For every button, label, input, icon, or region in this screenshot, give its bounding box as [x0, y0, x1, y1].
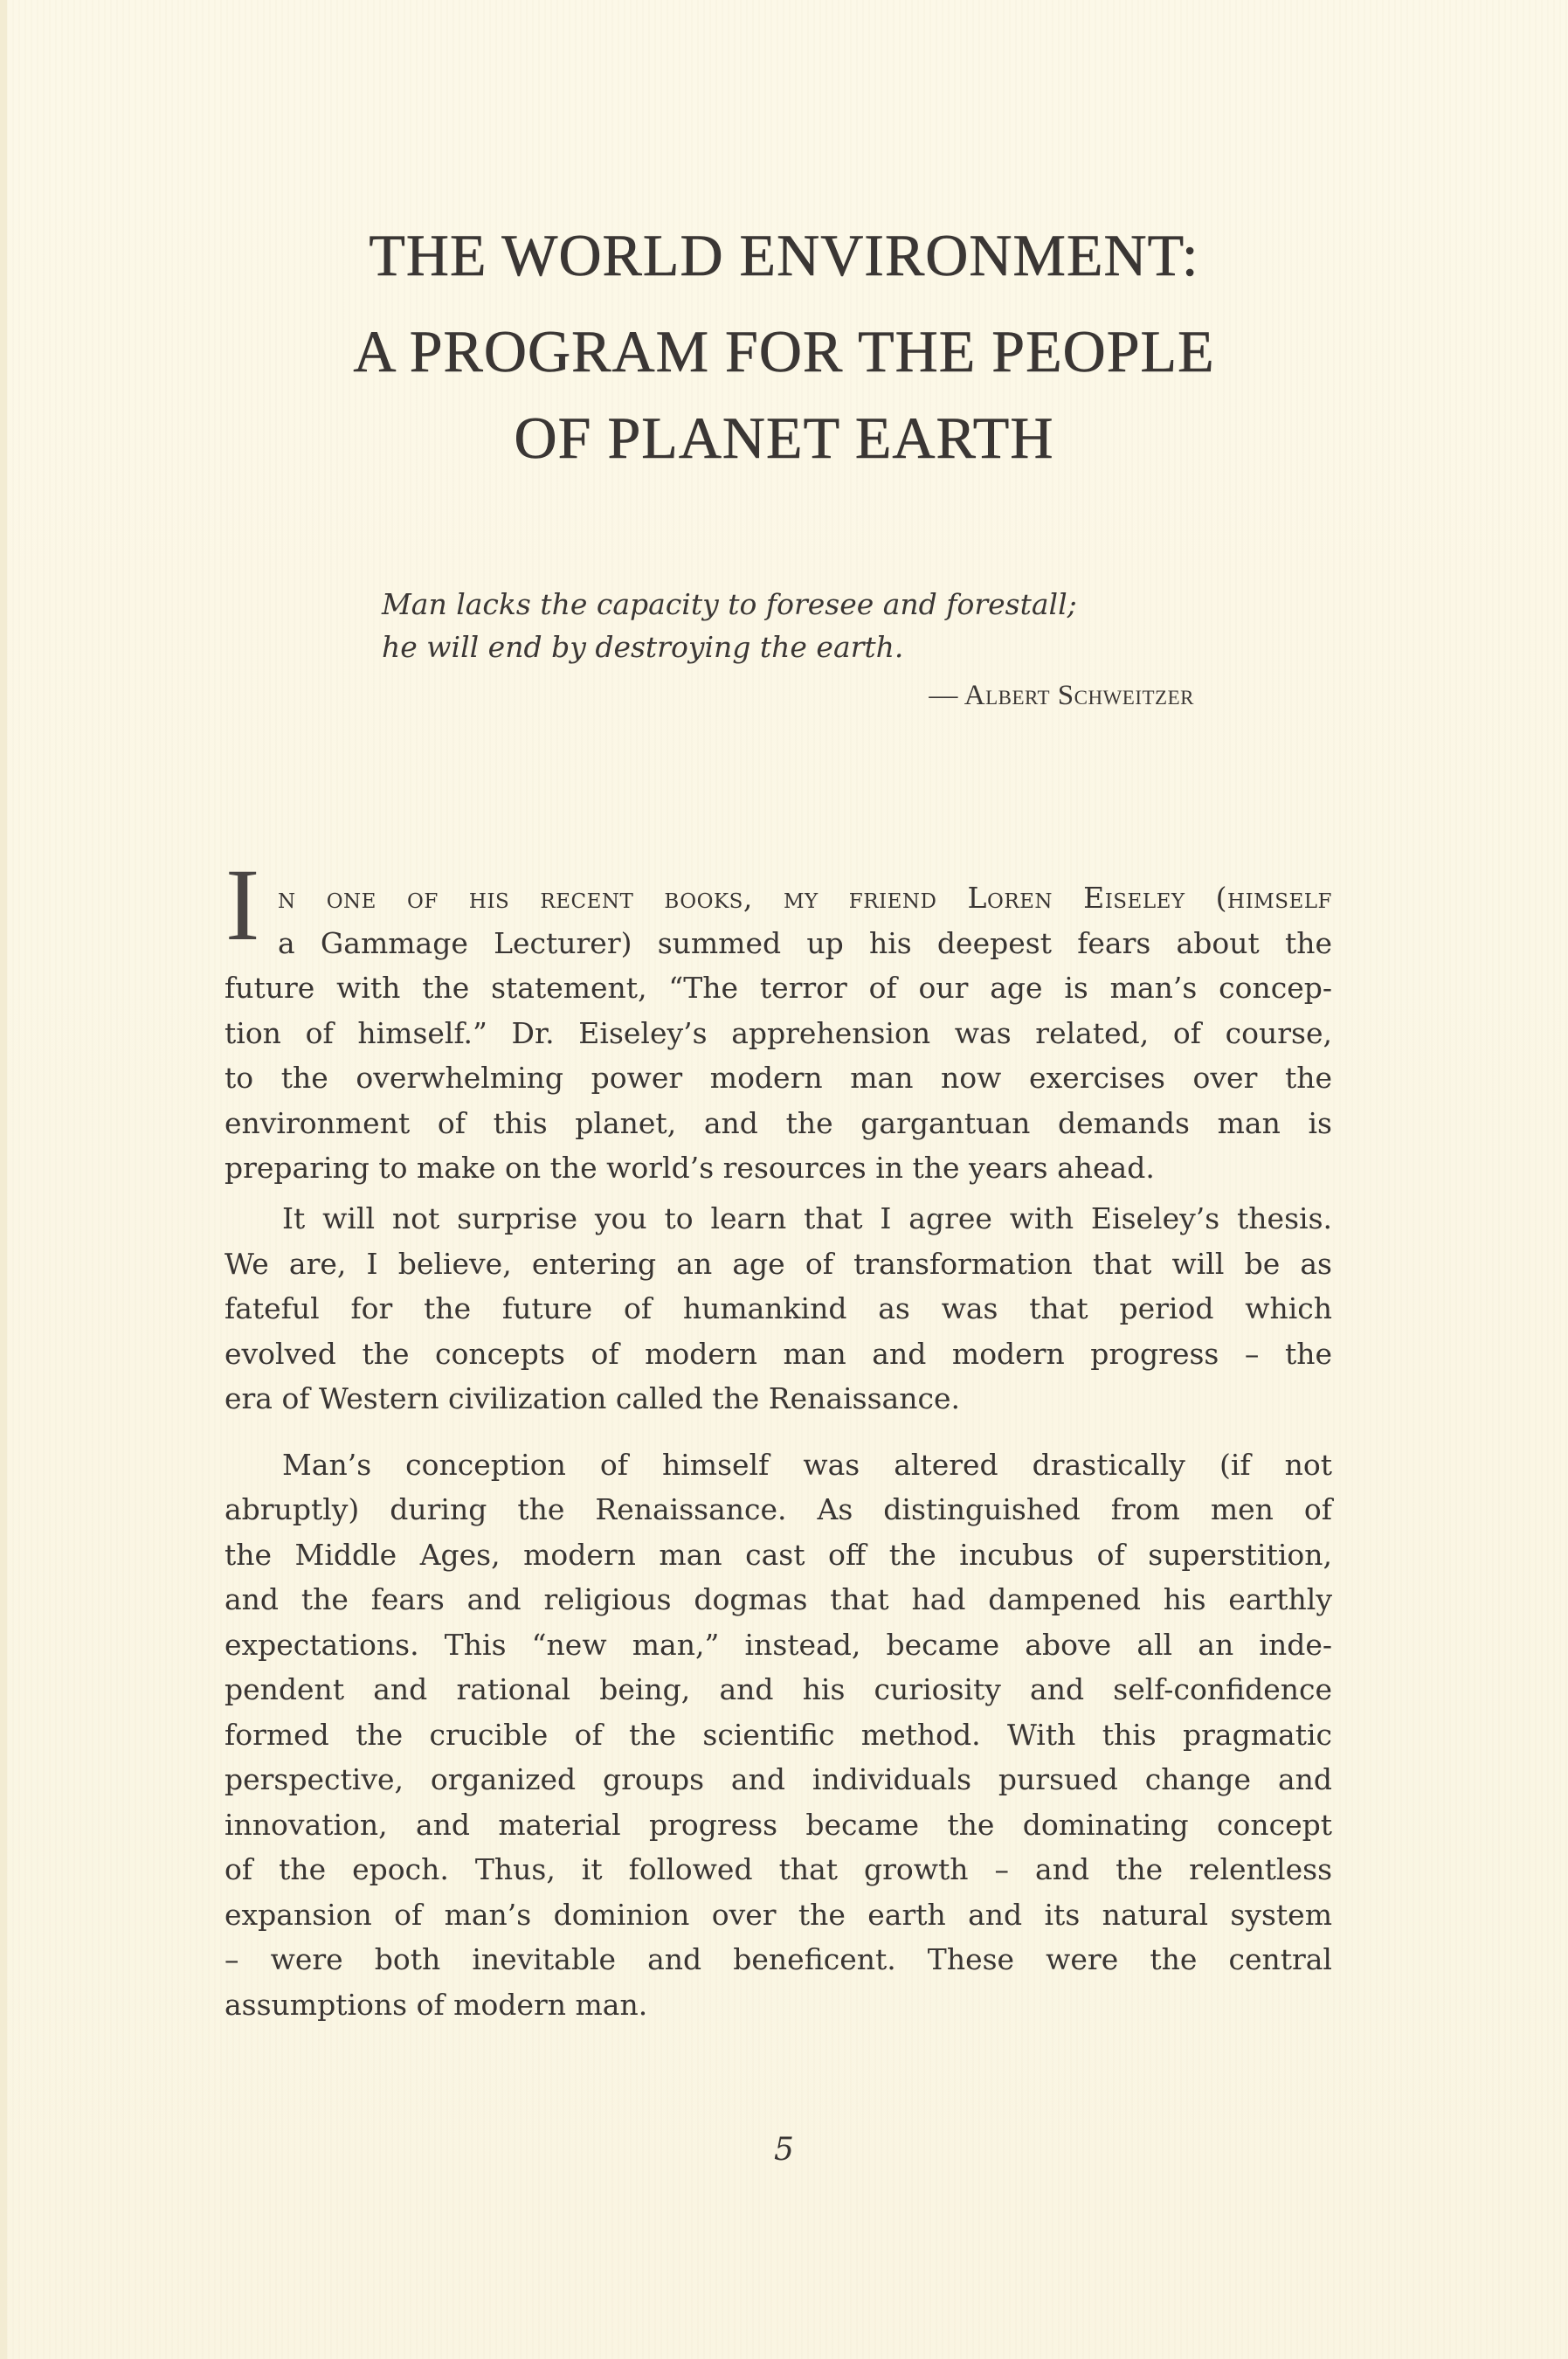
- body-line: abruptly) during the Renaissance. As distinguished from men of: [224, 1492, 1332, 1526]
- body-line: preparing to make on the world’s resources in the years ahead.: [224, 1151, 1155, 1185]
- body-line: n one of his recent books, my friend Loren Eiseley (himself: [278, 881, 1332, 915]
- body-line: Man’s conception of himself was altered drastically (if not: [282, 1448, 1332, 1482]
- body-line: perspective, organized groups and individuals pursued change and: [224, 1762, 1332, 1796]
- body-line: assumptions of modern man.: [224, 1988, 648, 2022]
- body-line: innovation, and material progress became the dominating concept: [224, 1808, 1332, 1842]
- body-line: a Gammage Lecturer) summed up his deepest fears about the: [278, 926, 1332, 960]
- body-line: environment of this planet, and the gargantuan demands man is: [224, 1106, 1332, 1140]
- body-line: evolved the concepts of modern man and modern progress – the: [224, 1337, 1332, 1371]
- body-line: We are, I believe, entering an age of transformation that will be as: [224, 1247, 1332, 1281]
- body-line: formed the crucible of the scientific method. With this pragmatic: [224, 1718, 1332, 1752]
- drop-cap: I: [225, 847, 260, 962]
- body-line: expectations. This “new man,” instead, became above all an inde-: [224, 1628, 1332, 1662]
- title-line-1: THE WORLD ENVIRONMENT:: [369, 222, 1199, 288]
- body-line: – were both inevitable and beneficent. These were the central: [224, 1942, 1332, 1976]
- title-line-2: A PROGRAM FOR THE PEOPLE: [353, 318, 1215, 384]
- body-line: and the fears and religious dogmas that had dampened his earthly: [224, 1582, 1332, 1616]
- epigraph-line-1: Man lacks the capacity to foresee and forestall;: [382, 587, 1077, 621]
- page-number: 5: [774, 2132, 794, 2168]
- body-line: of the epoch. Thus, it followed that growth – and the relentless: [224, 1852, 1332, 1886]
- body-line: It will not surprise you to learn that I agree with Eiseley’s thesis.: [282, 1201, 1332, 1235]
- body-line: tion of himself.” Dr. Eiseley’s apprehension was related, of course,: [224, 1016, 1332, 1050]
- body-line: expansion of man’s dominion over the earth and its natural system: [224, 1898, 1332, 1932]
- body-line: pendent and rational being, and his curiosity and self-confidence: [224, 1672, 1332, 1706]
- body-line: future with the statement, “The terror of our age is man’s concep-: [224, 971, 1332, 1005]
- body-line: era of Western civilization called the Renaissance.: [224, 1381, 960, 1415]
- epigraph-line-2: he will end by destroying the earth.: [382, 630, 904, 664]
- body-line: to the overwhelming power modern man now exercises over the: [224, 1061, 1332, 1095]
- epigraph-attribution: — Albert Schweitzer: [929, 680, 1194, 711]
- body-line: fateful for the future of humankind as was that period which: [224, 1291, 1332, 1325]
- body-line: the Middle Ages, modern man cast off the incubus of superstition,: [224, 1538, 1332, 1572]
- title-line-3: OF PLANET EARTH: [514, 405, 1054, 471]
